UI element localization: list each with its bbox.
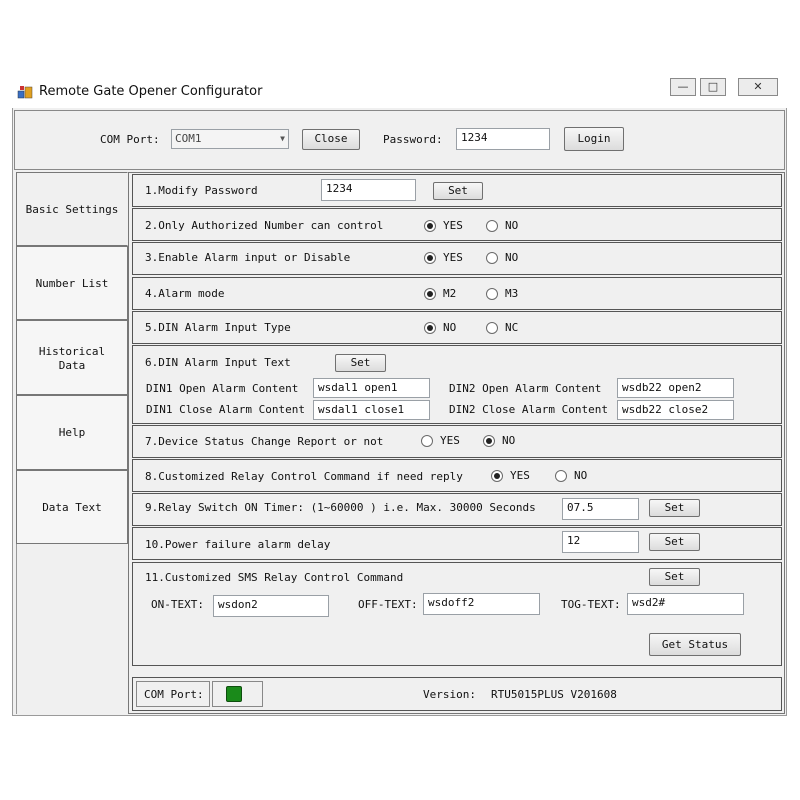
alarm-mode-m3-radio[interactable] — [486, 288, 498, 300]
chevron-down-icon: ▼ — [280, 134, 285, 143]
din-type-nc-radio[interactable] — [486, 322, 498, 334]
tab-label: Number List — [35, 277, 109, 290]
tab-help[interactable] — [16, 395, 128, 470]
close-window-button[interactable]: ✕ — [738, 78, 778, 96]
din2-open-label: DIN2 Open Alarm Content — [449, 382, 602, 395]
din2-close-input[interactable]: wsdb22 close2 — [617, 400, 734, 420]
enable-alarm-label: 3.Enable Alarm input or Disable — [145, 251, 351, 264]
din1-close-label: DIN1 Close Alarm Content — [146, 403, 305, 416]
enable-alarm-no-radio[interactable] — [486, 252, 498, 264]
authorized-no-label: NO — [505, 219, 519, 232]
relay-reply-label: 8.Customized Relay Control Command if need reply — [145, 470, 463, 483]
din-type-nc-label: NC — [505, 321, 519, 334]
off-text-input[interactable]: wsdoff2 — [423, 593, 540, 615]
modify-password-label: 1.Modify Password — [145, 184, 258, 197]
version-label: Version: — [423, 688, 476, 701]
tab-label-line2: Data — [58, 359, 86, 372]
status-report-yes-radio[interactable] — [421, 435, 433, 447]
authorized-yes-label: YES — [443, 219, 463, 232]
relay-timer-set-button[interactable]: Set — [649, 499, 700, 517]
relay-reply-yes-label: YES — [510, 469, 530, 482]
din2-open-input[interactable]: wsdb22 open2 — [617, 378, 734, 398]
din-alarm-text-label: 6.DIN Alarm Input Text — [145, 356, 291, 369]
relay-reply-yes-radio[interactable] — [491, 470, 503, 482]
tog-text-label: TOG-TEXT: — [561, 598, 621, 611]
tab-column-filler — [16, 544, 128, 714]
power-failure-set-button[interactable]: Set — [649, 533, 700, 551]
tab-label: Help — [58, 426, 86, 439]
password-label: Password: — [383, 133, 443, 146]
modify-password-set-button[interactable]: Set — [433, 182, 483, 200]
authorized-yes-radio[interactable] — [424, 220, 436, 232]
alarm-mode-m2-label: M2 — [443, 287, 457, 300]
minimize-button[interactable]: — — [670, 78, 696, 96]
relay-reply-no-radio[interactable] — [555, 470, 567, 482]
connection-status-led — [226, 686, 242, 702]
com-port-select[interactable] — [171, 129, 289, 149]
tab-label: Data Text — [42, 501, 102, 514]
tab-basic-settings[interactable] — [16, 172, 128, 246]
maximize-button[interactable]: □ — [700, 78, 726, 96]
din-type-no-label: NO — [443, 321, 457, 334]
din-type-no-radio[interactable] — [424, 322, 436, 334]
power-failure-input[interactable]: 12 — [562, 531, 639, 553]
app-icon — [17, 85, 33, 99]
alarm-mode-m3-label: M3 — [505, 287, 519, 300]
login-button[interactable]: Login — [564, 127, 624, 151]
status-report-yes-label: YES — [440, 434, 460, 447]
alarm-mode-m2-radio[interactable] — [424, 288, 436, 300]
on-text-input[interactable]: wsdon2 — [213, 595, 329, 617]
din1-close-input[interactable]: wsdal1 close1 — [313, 400, 430, 420]
version-value: RTU5015PLUS V201608 — [491, 688, 617, 701]
window-title: Remote Gate Opener Configurator — [39, 84, 263, 99]
relay-timer-label: 9.Relay Switch ON Timer: (1~60000 ) i.e. Max. 30000 Seconds — [145, 501, 536, 514]
com-port-value: COM1 — [175, 132, 202, 145]
enable-alarm-yes-radio[interactable] — [424, 252, 436, 264]
off-text-label: OFF-TEXT: — [358, 598, 418, 611]
close-port-button[interactable]: Close — [302, 129, 360, 150]
authorized-number-label: 2.Only Authorized Number can control — [145, 219, 384, 232]
setting-row-4 — [132, 277, 782, 310]
din-input-type-label: 5.DIN Alarm Input Type — [145, 321, 291, 334]
din1-open-label: DIN1 Open Alarm Content — [146, 382, 299, 395]
tab-data-text[interactable] — [16, 470, 128, 544]
tab-label-line1: Historical — [38, 345, 106, 358]
sms-command-set-button[interactable]: Set — [649, 568, 700, 586]
on-text-label: ON-TEXT: — [151, 598, 204, 611]
power-failure-label: 10.Power failure alarm delay — [145, 538, 331, 551]
modify-password-input[interactable]: 1234 — [321, 179, 416, 201]
status-report-label: 7.Device Status Change Report or not — [145, 435, 384, 448]
sms-command-label: 11.Customized SMS Relay Control Command — [145, 571, 404, 584]
tab-historical-data[interactable] — [16, 320, 128, 395]
com-port-label: COM Port: — [100, 133, 160, 146]
tab-label: Basic Settings — [25, 203, 119, 216]
enable-alarm-yes-label: YES — [443, 251, 463, 264]
enable-alarm-no-label: NO — [505, 251, 519, 264]
relay-reply-no-label: NO — [574, 469, 588, 482]
get-status-button[interactable]: Get Status — [649, 633, 741, 656]
status-report-no-label: NO — [502, 434, 516, 447]
password-input[interactable]: 1234 — [456, 128, 550, 150]
din-alarm-text-set-button[interactable]: Set — [335, 354, 386, 372]
status-com-port-label: COM Port: — [144, 688, 204, 701]
din1-open-input[interactable]: wsdal1 open1 — [313, 378, 430, 398]
status-report-no-radio[interactable] — [483, 435, 495, 447]
tab-number-list[interactable] — [16, 246, 128, 320]
alarm-mode-label: 4.Alarm mode — [145, 287, 225, 300]
authorized-no-radio[interactable] — [486, 220, 498, 232]
relay-timer-input[interactable]: 07.5 — [562, 498, 639, 520]
din2-close-label: DIN2 Close Alarm Content — [449, 403, 608, 416]
tog-text-input[interactable]: wsd2# — [627, 593, 744, 615]
